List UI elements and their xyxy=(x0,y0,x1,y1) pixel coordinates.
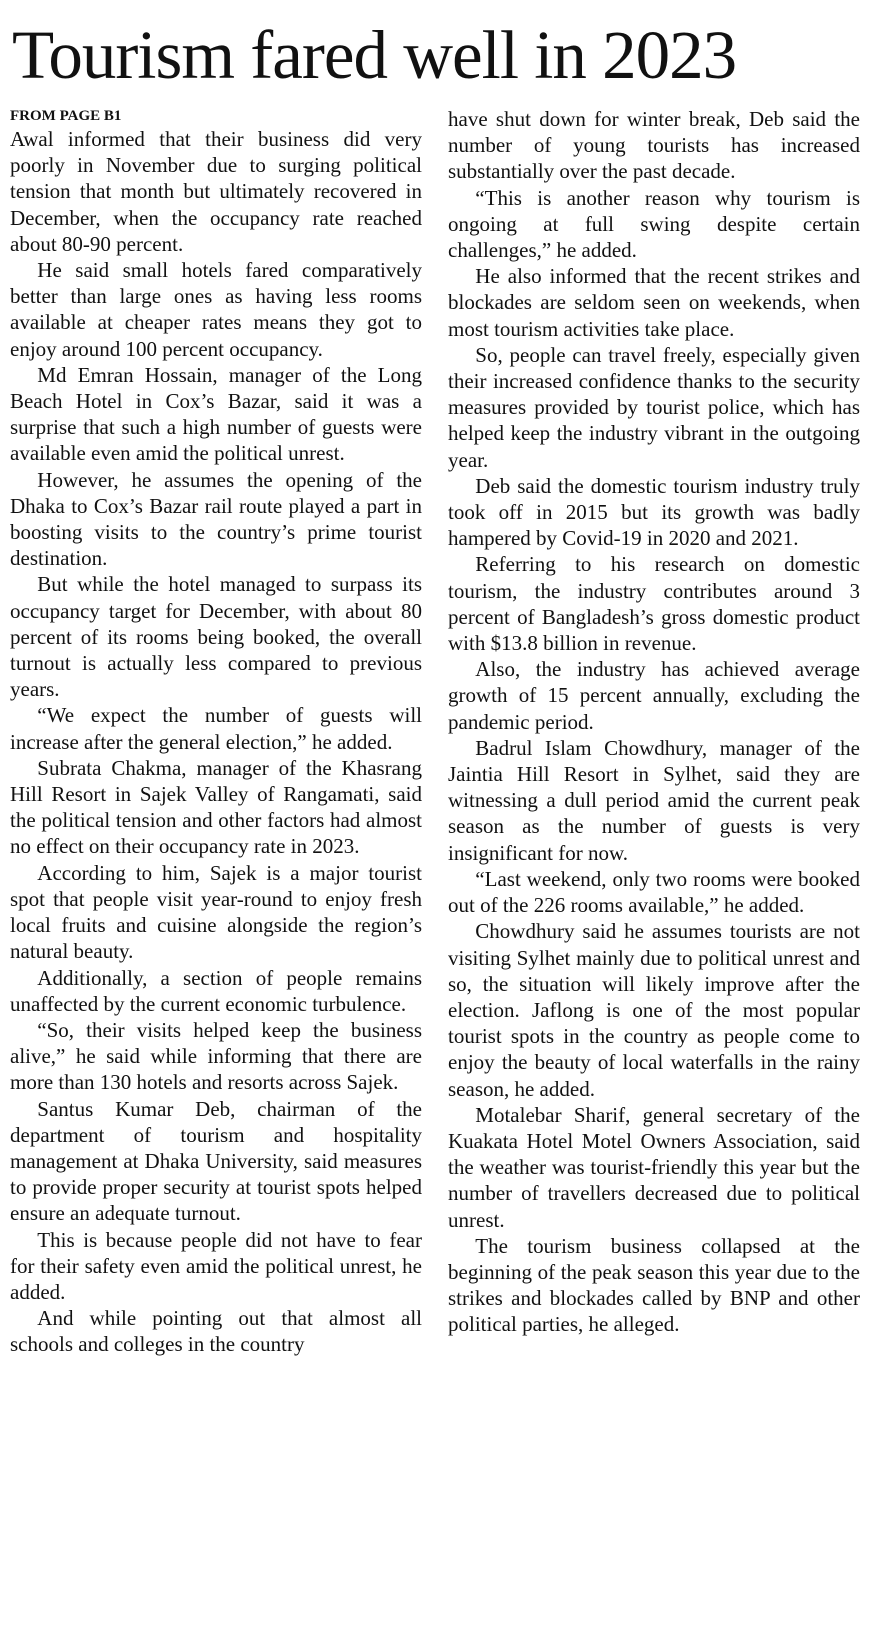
body-paragraph: He said small hotels fared comparatively better than large ones as having less rooms available at cheaper rates means they got to enjoy around 100 percent occupancy. xyxy=(10,258,422,361)
continued-from-label: FROM PAGE B1 xyxy=(10,108,122,124)
body-paragraph: “We expect the number of guests will increase after the general election,” he added. xyxy=(10,703,422,754)
body-paragraph: And while pointing out that almost all schools and colleges in the country xyxy=(10,1306,422,1357)
body-paragraph: But while the hotel managed to surpass its occupancy target for December, with about 80 percent of its rooms being booked, the overall turnout is actually less compared to previous years. xyxy=(10,572,422,702)
body-paragraph: He also informed that the recent strikes and blockades are seldom seen on weekends, when most tourism activities take place. xyxy=(448,264,860,341)
body-paragraph: Md Emran Hossain, manager of the Long Beach Hotel in Cox’s Bazar, said it was a surprise that such a high number of guests were available even amid the political unrest. xyxy=(10,362,422,466)
body-paragraph: Chowdhury said he assumes tourists are not visiting Sylhet mainly due to political unrest and so, the situation will likely improve after the election. Jaflong is one of the most popular tourist spots in the country as people come to enjoy the beauty of local waterfalls in the rainy season, he added. xyxy=(448,919,860,1101)
body-paragraph: “This is another reason why tourism is ongoing at full swing despite certain challenges,” he added. xyxy=(448,185,860,263)
body-paragraph: Deb said the domestic tourism industry truly took off in 2015 but its growth was badly hampered by Covid-19 in 2020 and 2021. xyxy=(448,473,860,551)
body-paragraph: Santus Kumar Deb, chairman of the department of tourism and hospitality management at Dhaka University, said measures to provide proper security at tourist spots helped ensure an adequate turnout. xyxy=(10,1096,422,1226)
article-column-right xyxy=(448,106,860,1644)
body-paragraph: However, he assumes the opening of the Dhaka to Cox’s Bazar rail route played a part in boosting visits to the country’s prime tourist destination. xyxy=(10,467,422,571)
body-paragraph: Additionally, a section of people remains unaffected by the current economic turbulence. xyxy=(10,965,422,1016)
body-paragraph: According to him, Sajek is a major tourist spot that people visit year-round to enjoy fresh local fruits and cuisine alongside the region’s natural beauty. xyxy=(10,860,422,964)
body-paragraph: So, people can travel freely, especially given their increased confidence thanks to the security measures provided by tourist police, which has helped keep the industry vibrant in the outgoing year. xyxy=(448,342,860,472)
article-column-left xyxy=(10,106,422,1644)
body-paragraph: Motalebar Sharif, general secretary of the Kuakata Hotel Motel Owners Association, said the weather was tourist-friendly this year but the number of travellers decreased due to political unrest. xyxy=(448,1102,860,1232)
body-paragraph: The tourism business collapsed at the beginning of the peak season this year due to the strikes and blockades called by BNP and other political parties, he alleged. xyxy=(448,1233,860,1337)
body-paragraph: “So, their visits helped keep the business alive,” he said while informing that there are more than 130 hotels and resorts across Sajek. xyxy=(10,1017,422,1095)
body-paragraph: Referring to his research on domestic tourism, the industry contributes around 3 percent of Bangladesh’s gross domestic product with $13.8 billion in revenue. xyxy=(448,552,860,656)
body-paragraph: Subrata Chakma, manager of the Khasrang Hill Resort in Sajek Valley of Rangamati, said the political tension and other factors had almost no effect on their occupancy rate in 2023. xyxy=(10,755,422,859)
body-paragraph: Awal informed that their business did very poorly in November due to surging political tension that month but ultimately recovered in December, when the occupancy rate reached about 80-90 percent. xyxy=(10,127,422,256)
body-paragraph: have shut down for winter break, Deb said the number of young tourists has increased substantially over the past decade. xyxy=(448,107,860,184)
body-paragraph: Also, the industry has achieved average growth of 15 percent annually, excluding the pandemic period. xyxy=(448,657,860,734)
body-paragraph: “Last weekend, only two rooms were booked out of the 226 rooms available,” he added. xyxy=(448,866,860,918)
article-headline: Tourism fared well in 2023 xyxy=(12,17,737,93)
body-paragraph: This is because people did not have to fear for their safety even amid the political unrest, he added. xyxy=(10,1227,422,1304)
body-paragraph: Badrul Islam Chowdhury, manager of the Jaintia Hill Resort in Sylhet, said they are witnessing a dull period amid the current peak season as the number of guests is very insignificant for now. xyxy=(448,735,860,865)
